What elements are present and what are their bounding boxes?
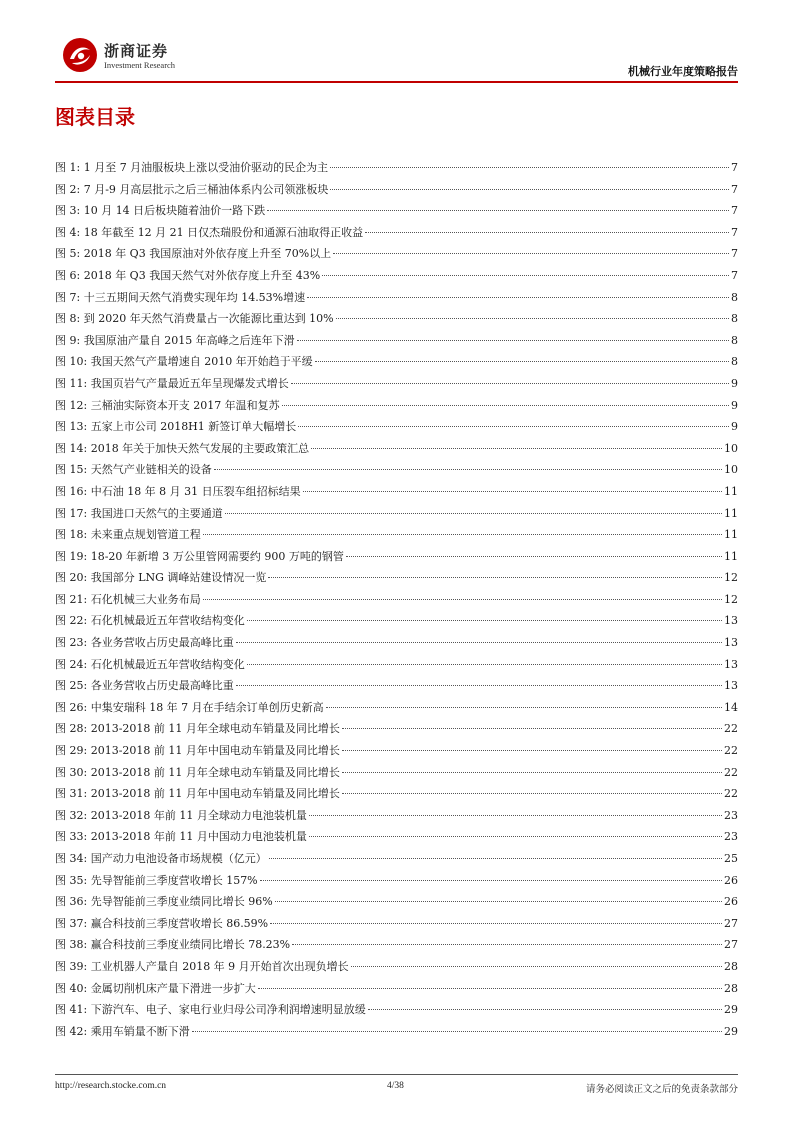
toc-entry-label: 图 19: 18-20 年新增 3 万公里管网需要约 900 万吨的钢管 [55, 549, 344, 563]
toc-leader-dots [330, 189, 729, 190]
toc-entry-label: 图 15: 天然气产业链相关的设备 [55, 463, 212, 477]
toc-entry[interactable] [55, 872, 738, 894]
toc-leader-dots [330, 167, 729, 168]
toc-entry[interactable] [55, 828, 738, 850]
toc-entry-label: 图 10: 我国天然气产量增速自 2010 年开始趋于平缓 [55, 355, 313, 369]
toc-entry[interactable] [55, 785, 738, 807]
toc-entry-label: 图 28: 2013-2018 前 11 月年全球电动车销量及同比增长 [55, 722, 340, 736]
toc-leader-dots [303, 491, 722, 492]
toc-leader-dots [351, 966, 722, 967]
toc-leader-dots [282, 405, 729, 406]
toc-leader-dots [346, 556, 722, 557]
toc-leader-dots [268, 577, 722, 578]
toc-entry-label: 图 5: 2018 年 Q3 我国原油对外依存度上升至 70%以上 [55, 247, 332, 261]
toc-entry-page: 8 [731, 312, 738, 326]
toc-entry-page: 13 [724, 636, 738, 650]
toc-entry-page: 22 [724, 722, 738, 736]
toc-entry-label: 图 40: 金属切削机床产量下滑进一步扩大 [55, 981, 256, 995]
toc-entry-page: 29 [724, 1024, 738, 1038]
toc-entry-page: 14 [724, 700, 738, 714]
toc-entry-label: 图 20: 我国部分 LNG 调峰站建设情况一览 [55, 571, 267, 585]
toc-entry-label: 图 16: 中石油 18 年 8 月 31 日压裂车组招标结果 [55, 484, 301, 498]
toc-leader-dots [309, 836, 722, 837]
toc-entry[interactable] [55, 569, 738, 591]
toc-entry-label: 图 34: 国产动力电池设备市场规模（亿元） [55, 852, 267, 865]
toc-entry-label: 图 38: 赢合科技前三季度业绩同比增长 78.23% [55, 938, 291, 952]
toc-entry-label: 图 37: 赢合科技前三季度营收增长 86.59% [55, 916, 269, 930]
toc-entry-page: 8 [731, 355, 738, 369]
toc-entry[interactable] [55, 915, 738, 937]
toc-entry-page: 8 [731, 333, 738, 347]
toc-leader-dots [247, 664, 722, 665]
toc-leader-dots [292, 944, 722, 945]
toc-entry-page: 10 [724, 463, 738, 477]
toc-entry[interactable] [55, 224, 738, 246]
toc-leader-dots [269, 858, 722, 859]
toc-entry-page: 11 [724, 506, 738, 520]
toc-entry-label: 图 21: 石化机械三大业务布局 [55, 592, 201, 606]
header-divider [55, 81, 738, 83]
logo-emblem-icon [62, 37, 98, 73]
toc-entry[interactable] [55, 310, 738, 332]
toc-leader-dots [309, 815, 722, 816]
toc-entry[interactable] [55, 634, 738, 656]
page-number: 4/38 [387, 1081, 404, 1091]
toc-leader-dots [365, 232, 729, 233]
toc-leader-dots [322, 275, 729, 276]
footer-disclaimer: 请务必阅读正文之后的免责条款部分 [585, 1084, 738, 1095]
toc-entry[interactable] [55, 656, 738, 678]
toc-entry[interactable] [55, 764, 738, 786]
toc-entry[interactable] [55, 548, 738, 570]
toc-entry-page: 28 [724, 981, 738, 995]
toc-leader-dots [267, 210, 729, 211]
toc-leader-dots [192, 1031, 722, 1032]
toc-entry-page: 9 [731, 398, 738, 412]
toc-entry-label: 图 24: 石化机械最近五年营收结构变化 [55, 657, 245, 671]
toc-leader-dots [275, 901, 722, 902]
toc-entry-label: 图 42: 乘用车销量不断下滑 [55, 1024, 190, 1038]
toc-entry[interactable] [55, 980, 738, 1002]
toc-entry[interactable] [55, 353, 738, 375]
toc-entry[interactable] [55, 1023, 738, 1045]
toc-entry[interactable] [55, 893, 738, 915]
toc-leader-dots [260, 880, 722, 881]
toc-leader-dots [203, 599, 722, 600]
toc-entry-label: 图 26: 中集安瑞科 18 年 7 月在手结余订单创历史新高 [55, 700, 324, 714]
toc-leader-dots [368, 1009, 722, 1010]
toc-entry[interactable] [55, 677, 738, 699]
toc-entry-label: 图 13: 五家上市公司 2018H1 新签订单大幅增长 [55, 420, 297, 434]
toc-entry-label: 图 17: 我国进口天然气的主要通道 [55, 506, 223, 520]
toc-entry-page: 9 [731, 376, 738, 390]
toc-entry[interactable] [55, 483, 738, 505]
toc-entry[interactable] [55, 1001, 738, 1023]
toc-entry-page: 22 [724, 744, 738, 758]
toc-entry-label: 图 7: 十三五期间天然气消费实现年均 14.53%增速 [55, 290, 306, 304]
toc-leader-dots [326, 707, 722, 708]
toc-entry-label: 图 18: 未来重点规划管道工程 [55, 528, 201, 542]
toc-leader-dots [236, 685, 722, 686]
toc-entry-page: 22 [724, 787, 738, 801]
toc-entry-label: 图 29: 2013-2018 前 11 月年中国电动车销量及同比增长 [55, 744, 340, 758]
toc-entry-label: 图 11: 我国页岩气产量最近五年呈现爆发式增长 [55, 376, 289, 390]
toc-entry-page: 7 [731, 247, 738, 261]
toc-leader-dots [225, 513, 722, 514]
toc-entry-label: 图 2: 7 月-9 月高层批示之后三桶油体系内公司领涨板块 [55, 182, 329, 196]
toc-leader-dots [342, 750, 722, 751]
toc-entry-page: 7 [731, 225, 738, 239]
toc-leader-dots [247, 620, 722, 621]
toc-entry-page: 26 [724, 873, 738, 887]
toc-entry-page: 11 [724, 484, 738, 498]
toc-entry-label: 图 3: 10 月 14 日后板块随着油价一路下跌 [55, 204, 266, 218]
toc-entry[interactable] [55, 397, 738, 419]
toc-leader-dots [315, 361, 729, 362]
toc-leader-dots [333, 253, 729, 254]
toc-entry-label: 图 25: 各业务营收占历史最高峰比重 [55, 679, 234, 693]
toc-entry-label: 图 30: 2013-2018 前 11 月年全球电动车销量及同比增长 [55, 765, 340, 779]
toc-entry[interactable] [55, 267, 738, 289]
toc-entry-page: 13 [724, 614, 738, 628]
toc-leader-dots [336, 318, 729, 319]
toc-entry-page: 7 [731, 204, 738, 218]
toc-entry[interactable] [55, 526, 738, 548]
toc-leader-dots [297, 340, 729, 341]
toc-entry-label: 图 31: 2013-2018 前 11 月年中国电动车销量及同比增长 [55, 787, 340, 801]
toc-entry-label: 图 6: 2018 年 Q3 我国天然气对外依存度上升至 43% [55, 268, 321, 282]
toc-entry[interactable] [55, 591, 738, 613]
figure-list [55, 159, 738, 1044]
toc-entry-label: 图 14: 2018 年关于加快天然气发展的主要政策汇总 [55, 441, 310, 455]
toc-entry-page: 26 [724, 895, 738, 909]
toc-entry-label: 图 32: 2013-2018 年前 11 月全球动力电池装机量 [55, 808, 307, 822]
toc-leader-dots [298, 426, 729, 427]
toc-entry[interactable] [55, 612, 738, 634]
toc-leader-dots [342, 728, 722, 729]
toc-leader-dots [291, 383, 729, 384]
toc-entry[interactable] [55, 245, 738, 267]
toc-leader-dots [342, 793, 722, 794]
toc-entry-page: 27 [724, 916, 738, 930]
toc-entry[interactable] [55, 958, 738, 980]
toc-leader-dots [258, 988, 722, 989]
toc-entry-page: 13 [724, 657, 738, 671]
toc-entry[interactable] [55, 181, 738, 203]
toc-entry-label: 图 1: 1 月至 7 月油服板块上涨以受油价驱动的民企为主 [55, 161, 329, 174]
logo-subtitle: Investment Research [104, 60, 176, 70]
toc-leader-dots [311, 448, 722, 449]
toc-entry-label: 图 8: 到 2020 年天然气消费量占一次能源比重达到 10% [55, 312, 334, 326]
toc-entry[interactable] [55, 850, 738, 872]
toc-entry-page: 8 [731, 290, 738, 304]
toc-entry-label: 图 22: 石化机械最近五年营收结构变化 [55, 614, 245, 628]
company-logo [62, 37, 176, 73]
toc-entry-page: 13 [724, 679, 738, 693]
toc-leader-dots [342, 772, 722, 773]
toc-entry-label: 图 23: 各业务营收占历史最高峰比重 [55, 636, 234, 650]
toc-entry[interactable] [55, 742, 738, 764]
toc-entry[interactable] [55, 505, 738, 527]
toc-entry-page: 7 [731, 161, 738, 174]
toc-entry[interactable] [55, 936, 738, 958]
toc-entry-page: 11 [724, 549, 738, 563]
toc-entry[interactable] [55, 418, 738, 440]
toc-entry-label: 图 39: 工业机器人产量自 2018 年 9 月开始首次出现负增长 [55, 959, 349, 973]
toc-entry-label: 图 41: 下游汽车、电子、家电行业归母公司净利润增速明显放缓 [55, 1003, 366, 1017]
page-title: 图表目录 [55, 105, 135, 129]
toc-entry[interactable] [55, 332, 738, 354]
toc-entry[interactable] [55, 202, 738, 224]
toc-leader-dots [203, 534, 722, 535]
toc-entry-page: 11 [724, 528, 738, 542]
toc-entry-label: 图 4: 18 年截至 12 月 21 日仅杰瑞股份和通源石油取得正收益 [55, 225, 364, 239]
toc-entry-page: 10 [724, 441, 738, 455]
toc-entry-page: 25 [724, 852, 738, 865]
toc-leader-dots [307, 297, 729, 298]
toc-leader-dots [236, 642, 722, 643]
toc-entry-page: 12 [724, 571, 738, 585]
toc-entry-page: 28 [724, 959, 738, 973]
toc-entry[interactable] [55, 461, 738, 483]
logo-name: 浙商证券 [104, 42, 169, 60]
toc-entry-page: 29 [724, 1003, 738, 1017]
toc-entry-page: 23 [724, 830, 738, 844]
toc-entry-label: 图 9: 我国原油产量自 2015 年高峰之后连年下滑 [55, 333, 295, 347]
toc-entry[interactable] [55, 440, 738, 462]
toc-entry-page: 7 [731, 268, 738, 282]
toc-entry-page: 27 [724, 938, 738, 952]
toc-entry-label: 图 12: 三桶油实际资本开支 2017 年温和复苏 [55, 398, 280, 412]
toc-entry[interactable] [55, 159, 738, 181]
footer-divider [55, 1074, 738, 1075]
toc-entry-page: 22 [724, 765, 738, 779]
toc-leader-dots [270, 923, 722, 924]
toc-entry-page: 9 [731, 420, 738, 434]
toc-entry-label: 图 35: 先导智能前三季度营收增长 157% [55, 873, 258, 887]
toc-entry[interactable] [55, 375, 738, 397]
toc-entry[interactable] [55, 699, 738, 721]
toc-entry-label: 图 33: 2013-2018 年前 11 月中国动力电池装机量 [55, 830, 307, 844]
toc-entry-label: 图 36: 先导智能前三季度业绩同比增长 96% [55, 895, 273, 909]
report-type: 机械行业年度策略报告 [628, 65, 738, 78]
toc-entry[interactable] [55, 807, 738, 829]
toc-leader-dots [214, 469, 722, 470]
toc-entry[interactable] [55, 289, 738, 311]
toc-entry-page: 12 [724, 592, 738, 606]
footer-url[interactable]: http://research.stocke.com.cn [55, 1081, 167, 1091]
toc-entry-page: 23 [724, 808, 738, 822]
toc-entry-page: 7 [731, 182, 738, 196]
toc-entry[interactable] [55, 720, 738, 742]
